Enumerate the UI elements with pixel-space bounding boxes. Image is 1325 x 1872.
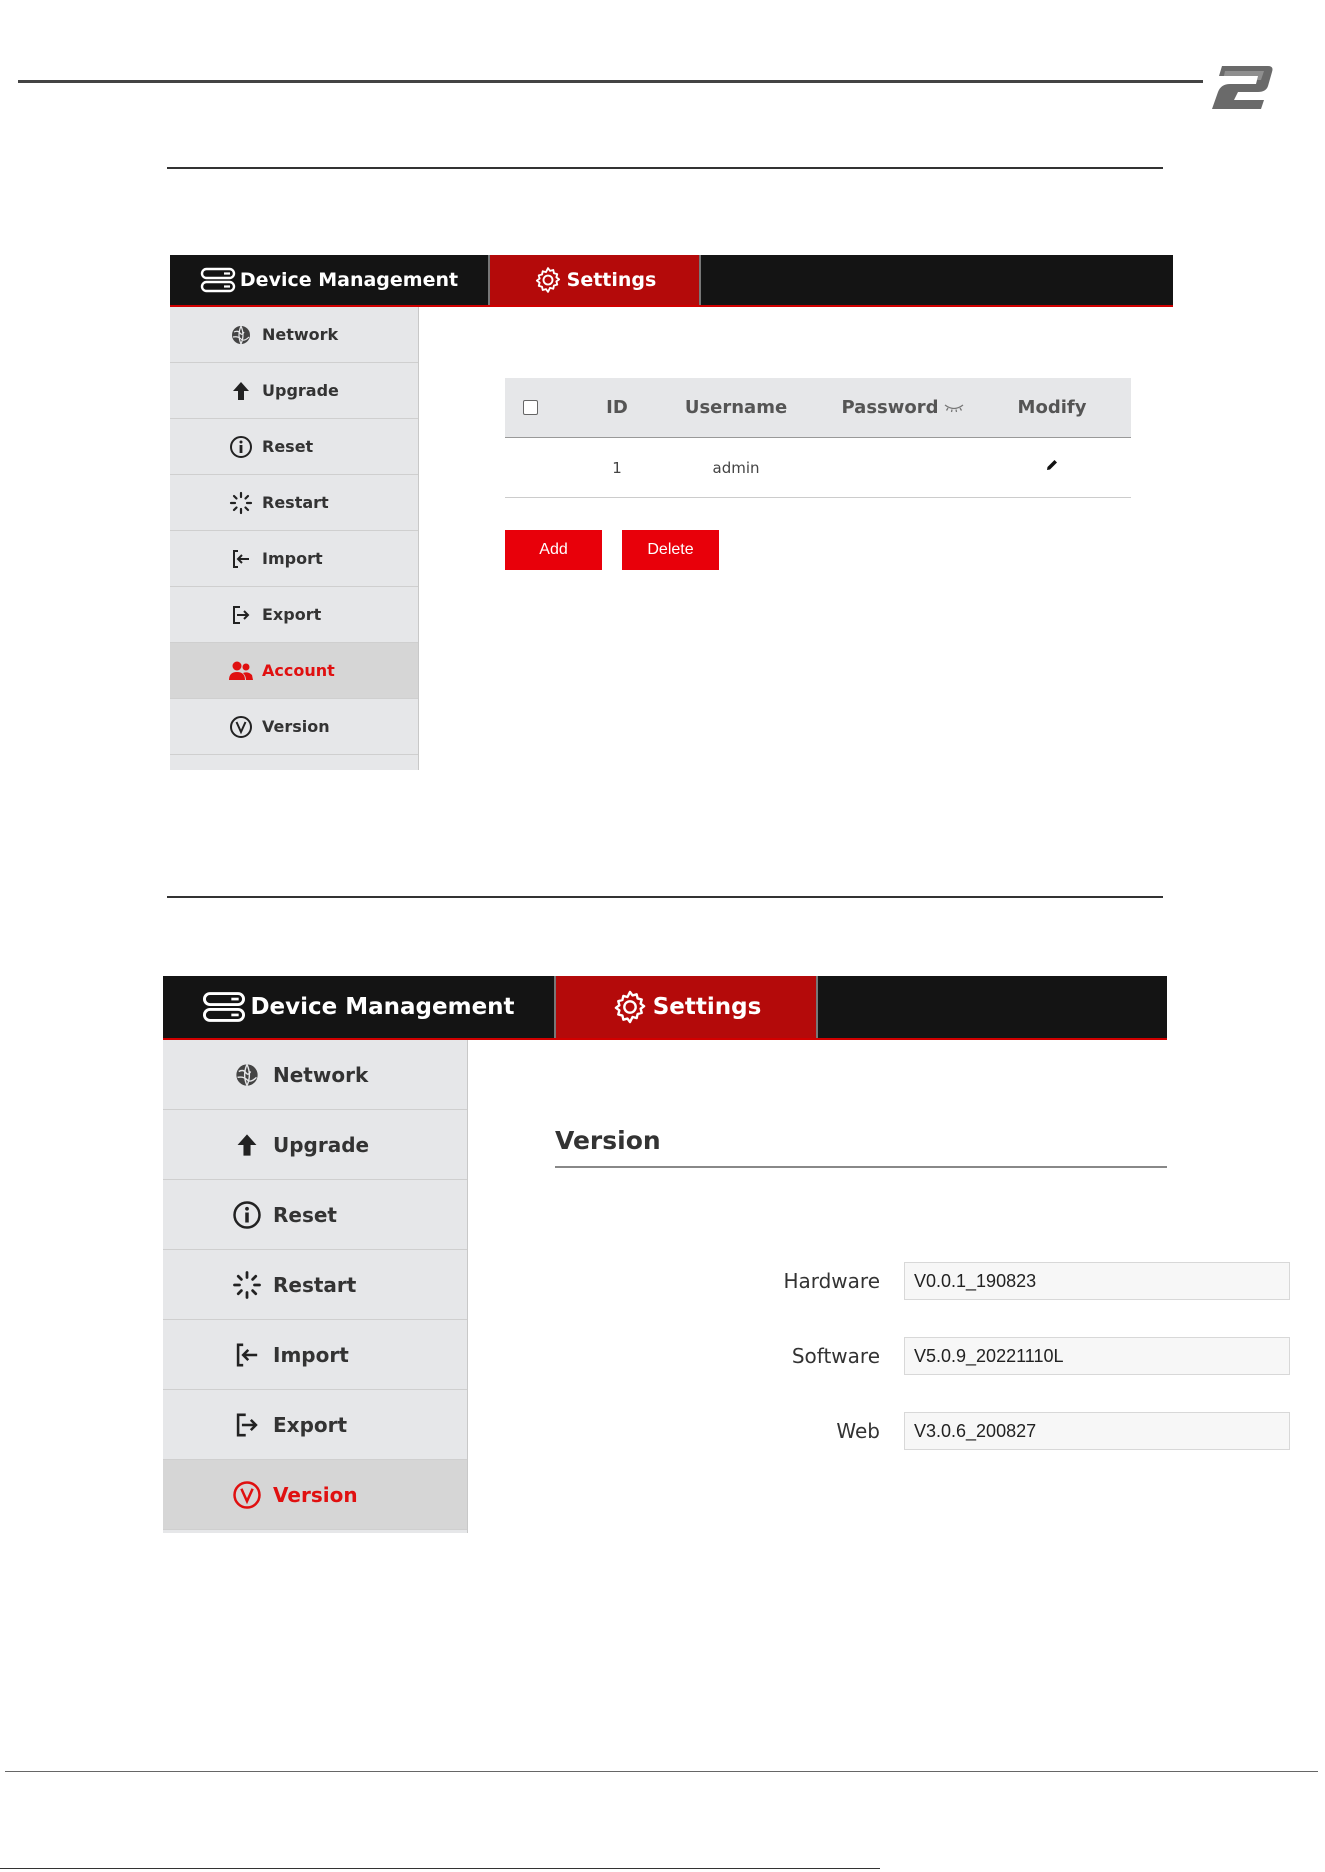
tab-settings-label: Settings bbox=[566, 269, 657, 291]
cell-id: 1 bbox=[612, 458, 622, 477]
tab-device-management[interactable] bbox=[163, 976, 554, 1038]
sidebar-item-label: Network bbox=[273, 1062, 369, 1087]
top-nav-bar bbox=[163, 976, 1167, 1040]
table-row bbox=[505, 438, 1131, 498]
sidebar-item-label: Reset bbox=[273, 1202, 337, 1227]
tab-settings[interactable] bbox=[490, 255, 699, 305]
select-all-checkbox[interactable] bbox=[523, 400, 538, 415]
import-icon bbox=[228, 546, 254, 572]
sidebar-item-label: Version bbox=[273, 1482, 358, 1507]
sidebar-item-label: Network bbox=[262, 325, 339, 344]
import-icon bbox=[231, 1339, 263, 1371]
column-header-username: Username bbox=[684, 397, 788, 418]
sidebar-item-import[interactable] bbox=[170, 531, 418, 587]
gear-icon bbox=[533, 265, 563, 295]
version-row-software bbox=[555, 1336, 1167, 1376]
sidebar-item-restart[interactable] bbox=[170, 475, 418, 531]
account-table bbox=[505, 378, 1131, 498]
export-icon bbox=[228, 602, 254, 628]
version-icon bbox=[228, 714, 254, 740]
hardware-value-field: V0.0.1_190823 bbox=[904, 1262, 1290, 1300]
sidebar-item-label: Import bbox=[262, 549, 323, 568]
sidebar-item-label: Upgrade bbox=[273, 1132, 370, 1157]
sidebar-item-reset[interactable] bbox=[170, 419, 418, 475]
users-icon bbox=[228, 658, 254, 684]
tab-device-management[interactable] bbox=[170, 255, 488, 305]
column-header-modify: Modify bbox=[1017, 397, 1087, 418]
sidebar-item-account[interactable] bbox=[170, 643, 418, 699]
section-rule-1 bbox=[167, 167, 1163, 169]
hardware-label: Hardware bbox=[783, 1269, 880, 1293]
sidebar-item-label: Import bbox=[273, 1342, 349, 1367]
pencil-icon[interactable] bbox=[1045, 458, 1059, 472]
account-table-header bbox=[505, 378, 1131, 438]
sidebar-item-label: Account bbox=[262, 661, 335, 680]
brand-logo-icon bbox=[1208, 62, 1274, 112]
account-screenshot bbox=[170, 255, 1173, 770]
sidebar-item-network[interactable] bbox=[170, 307, 418, 363]
section-rule-2 bbox=[167, 896, 1163, 898]
column-header-password-label: Password bbox=[841, 397, 939, 418]
sidebar-item-export[interactable] bbox=[163, 1390, 467, 1460]
version-row-hardware bbox=[555, 1261, 1167, 1301]
tab-settings[interactable] bbox=[556, 976, 816, 1038]
settings-sidebar bbox=[163, 1040, 468, 1533]
column-header-id: ID bbox=[606, 397, 628, 418]
sidebar-item-label: Export bbox=[262, 605, 322, 624]
sidebar-item-import[interactable] bbox=[163, 1320, 467, 1390]
tab-separator bbox=[816, 976, 818, 1038]
column-header-password bbox=[833, 397, 973, 418]
web-label: Web bbox=[836, 1419, 880, 1443]
version-heading: Version bbox=[555, 1126, 661, 1155]
eye-closed-icon[interactable] bbox=[943, 402, 965, 414]
settings-sidebar bbox=[170, 307, 419, 770]
sidebar-item-label: Export bbox=[273, 1412, 348, 1437]
version-heading-rule bbox=[555, 1166, 1167, 1168]
arrow-up-icon bbox=[228, 378, 254, 404]
export-icon bbox=[231, 1409, 263, 1441]
info-icon bbox=[231, 1199, 263, 1231]
spinner-icon bbox=[231, 1269, 263, 1301]
software-label: Software bbox=[791, 1344, 880, 1368]
footer-rule bbox=[5, 1771, 1318, 1772]
sidebar-item-version[interactable] bbox=[163, 1460, 467, 1530]
sidebar-item-network[interactable] bbox=[163, 1040, 467, 1110]
web-value-field: V3.0.6_200827 bbox=[904, 1412, 1290, 1450]
globe-icon bbox=[228, 322, 254, 348]
delete-button[interactable]: Delete bbox=[622, 530, 719, 570]
add-button[interactable]: Add bbox=[505, 530, 602, 570]
software-value-field: V5.0.9_20221110L bbox=[904, 1337, 1290, 1375]
version-screenshot bbox=[163, 976, 1167, 1533]
sidebar-item-version[interactable] bbox=[170, 699, 418, 755]
sidebar-item-label: Version bbox=[262, 717, 330, 736]
top-nav-bar bbox=[170, 255, 1173, 307]
gear-icon bbox=[611, 988, 649, 1026]
spinner-icon bbox=[228, 490, 254, 516]
sidebar-item-upgrade[interactable] bbox=[170, 363, 418, 419]
sidebar-item-label: Restart bbox=[262, 493, 329, 512]
header-rule bbox=[18, 80, 1203, 83]
tab-device-management-label: Device Management bbox=[239, 269, 459, 291]
footer-rule-bottom bbox=[0, 1868, 880, 1869]
sidebar-item-upgrade[interactable] bbox=[163, 1110, 467, 1180]
version-icon bbox=[231, 1479, 263, 1511]
sidebar-item-export[interactable] bbox=[170, 587, 418, 643]
device-management-icon bbox=[200, 267, 236, 293]
version-row-web bbox=[555, 1411, 1167, 1451]
tab-separator bbox=[699, 255, 701, 305]
globe-icon bbox=[231, 1059, 263, 1091]
sidebar-item-reset[interactable] bbox=[163, 1180, 467, 1250]
sidebar-item-label: Restart bbox=[273, 1272, 357, 1297]
info-icon bbox=[228, 434, 254, 460]
sidebar-item-label: Upgrade bbox=[262, 381, 339, 400]
sidebar-item-label: Reset bbox=[262, 437, 314, 456]
arrow-up-icon bbox=[231, 1129, 263, 1161]
sidebar-item-restart[interactable] bbox=[163, 1250, 467, 1320]
device-management-icon bbox=[202, 991, 246, 1023]
tab-settings-label: Settings bbox=[652, 994, 762, 1020]
tab-device-management-label: Device Management bbox=[250, 994, 515, 1020]
cell-username: admin bbox=[712, 458, 760, 477]
